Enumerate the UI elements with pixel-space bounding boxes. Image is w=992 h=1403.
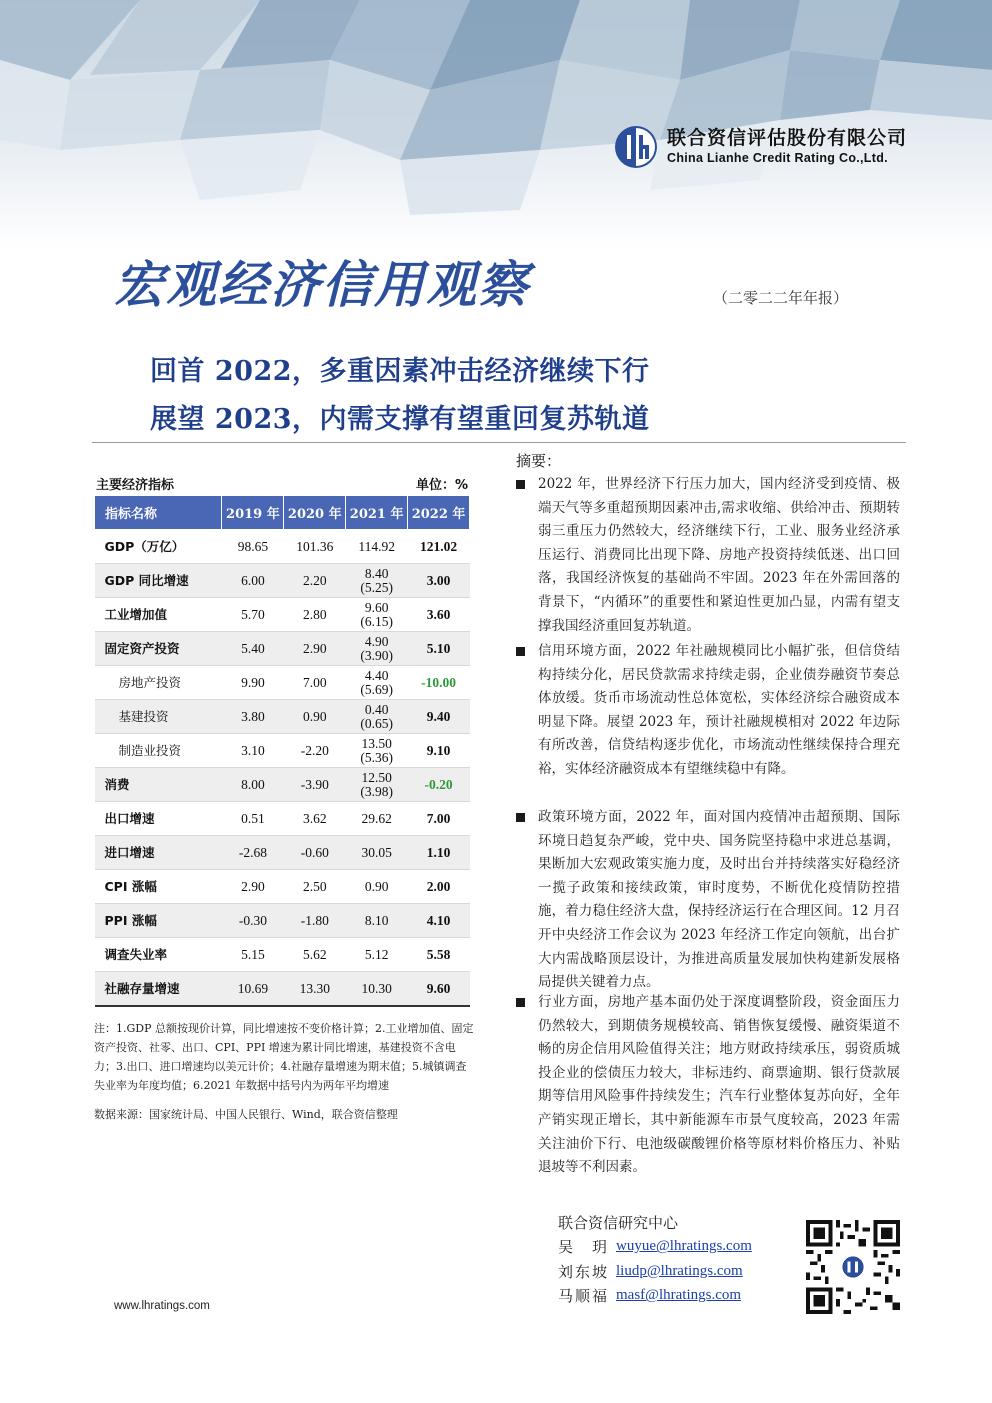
cell-2020: 2.80 <box>284 598 346 632</box>
cell-2021-two-year-avg: (6.15) <box>360 613 393 629</box>
cell-2022: 3.00 <box>408 564 470 598</box>
row-name: PPI 涨幅 <box>95 904 222 938</box>
table-row <box>95 802 470 836</box>
company-name-en: China Lianhe Credit Rating Co.,Ltd. <box>667 151 888 165</box>
contact-person <box>558 1235 752 1260</box>
report-title: 宏观经济信用观察 <box>114 256 530 314</box>
cell-2021-two-year-avg: (5.25) <box>360 579 393 595</box>
table-notes: 注：1.GDP 总额按现价计算，同比增速按不变价格计算；2.工业增加值、固定资产投资、社零、出口、CPI、PPI 增速为累计同比增速，基建投资不含电力；3.出口、进口增速均以美元计价；4.社融存量增速为期末值；5.城镇调查失业率为年度均值；6.2021 年数据中括号内为两年平均增速 <box>94 1022 474 1092</box>
table-row <box>95 666 470 700</box>
row-name: 工业增加值 <box>95 598 222 632</box>
contact-block <box>558 1210 752 1308</box>
cell-2021-value: 9.60 <box>364 599 389 615</box>
cell-2021-value: 8.40 <box>364 565 389 581</box>
abstract-item-text: 政策环境方面，2022 年，面对国内疫情冲击超预期、国际环境日趋复杂严峻，党中央、国务院坚持稳中求进总基调，果断加大宏观政策实施力度，及时出台并持续落实好稳经济一揽子政策和接续政策，审时度势，不断优化疫情防控措施，着力稳住经济大盘，保持经济运行在合理区间。12 月召开中央经济工作会议为 2023 年经济工作定向领航，出台扩大内需战略顶层设计，为推进高质量发展加快构建新发展格局提供关键着力点。 <box>538 809 900 991</box>
contact-person <box>558 1259 752 1284</box>
cell-2021-value: 4.90 <box>364 633 389 649</box>
lh-logo-icon <box>613 124 659 170</box>
cell-2022: 9.40 <box>408 700 470 734</box>
col-header-2019: 2019 年 <box>222 496 284 530</box>
cell-2019: 9.90 <box>222 666 284 700</box>
company-name-cn: 联合资信评估股份有限公司 <box>667 127 908 149</box>
table-row <box>95 938 470 972</box>
table-row <box>95 564 470 598</box>
table-row <box>95 836 470 870</box>
cell-2021-two-year-avg: (0.65) <box>360 715 393 731</box>
contact-person <box>558 1284 752 1309</box>
row-name: GDP（万亿） <box>95 530 222 564</box>
cell-2021 <box>346 666 408 700</box>
cell-2022: 5.10 <box>408 632 470 666</box>
website-link[interactable]: www.lhratings.com <box>114 1300 210 1312</box>
table-row <box>95 700 470 734</box>
cell-2021: 29.62 <box>346 802 408 836</box>
cell-2021: 30.05 <box>346 836 408 870</box>
table-unit: 单位：% <box>415 478 468 493</box>
row-name: 基建投资 <box>95 700 222 734</box>
cell-2019: -0.30 <box>222 904 284 938</box>
row-name: 进口增速 <box>95 836 222 870</box>
cell-2021 <box>346 598 408 632</box>
abstract-item-text: 信用环境方面，2022 年社融规模同比小幅扩张，但信贷结构持续分化，居民贷款需求持续走弱，企业债券融资节奏总体放缓。货币市场流动性总体宽松，实体经济综合融资成本明显下降。展望 2023 年，预计社融规模相对 2022 年边际有所改善，信贷结构逐步优化，市场流动性继续保持合理充裕，实体经济融资成本有望继续稳中有降。 <box>538 643 900 777</box>
company-logo <box>613 124 907 170</box>
cell-2022: 5.58 <box>408 938 470 972</box>
square-bullet-icon <box>516 813 525 822</box>
row-name: GDP 同比增速 <box>95 564 222 598</box>
table-title: 主要经济指标 <box>96 478 175 493</box>
table-row <box>95 768 470 802</box>
cell-2020: 0.90 <box>284 700 346 734</box>
abstract-item <box>514 806 900 995</box>
cell-2021-value: 114.92 <box>358 538 395 554</box>
cell-2021-value: 13.50 <box>361 735 392 751</box>
cell-2020: 2.20 <box>284 564 346 598</box>
cell-2021: 8.10 <box>346 904 408 938</box>
cell-2022: 1.10 <box>408 836 470 870</box>
cell-2021: 10.30 <box>346 972 408 1007</box>
abstract-item <box>514 640 900 782</box>
cell-2021 <box>346 564 408 598</box>
cell-2022: 7.00 <box>408 802 470 836</box>
row-name: 出口增速 <box>95 802 222 836</box>
abstract-item-text: 2022 年，世界经济下行压力加大，国内经济受到疫情、极端天气等多重超预期因素冲击,需求收缩、供给冲击、预期转弱三重压力仍然较大，经济继续下行，工业、服务业经济承压运行、消费同比出现下降、房地产投资持续低迷、出口回落，我国经济恢复的基础尚不牢固。2023 年在外需回落的背景下，“内循环”的重要性和紧迫性更加凸显，内需有望支撑我国经济重回复苏轨道。 <box>538 476 900 634</box>
cell-2021-value: 0.40 <box>364 701 389 717</box>
cell-2021-two-year-avg: (5.36) <box>360 749 393 765</box>
qr-code-icon <box>806 1220 900 1314</box>
row-name: 制造业投资 <box>95 734 222 768</box>
cell-2021-two-year-avg: (3.98) <box>360 783 393 799</box>
cell-2020: 5.62 <box>284 938 346 972</box>
cell-2020: 3.62 <box>284 802 346 836</box>
square-bullet-icon <box>516 998 525 1007</box>
cell-2021 <box>346 530 408 564</box>
cell-2020: 2.90 <box>284 632 346 666</box>
contact-email-link[interactable]: masf@lhratings.com <box>616 1287 742 1304</box>
cell-2020: -0.60 <box>284 836 346 870</box>
abstract-item <box>514 473 900 638</box>
cell-2021 <box>346 734 408 768</box>
abstract-item-text: 行业方面，房地产基本面仍处于深度调整阶段，资金面压力仍然较大，到期债务规模较高、销售恢复缓慢、融资渠道不畅的房企信用风险值得关注；地方财政持续承压，弱资质城投企业的偿债压力较大，非标违约、商票逾期、银行贷款展期等信用风险事件持续发生；汽车行业整体复苏向好，全年产销实现正增长，其中新能源车市景气度较高，2023 年需关注油价下行、电池级碳酸锂价格等原材料价格压力、补贴退坡等不利因素。 <box>538 994 900 1176</box>
col-header-2022: 2022 年 <box>408 496 470 530</box>
cell-2020: 101.36 <box>284 530 346 564</box>
research-center: 联合资信研究中心 <box>558 1213 679 1232</box>
square-bullet-icon <box>516 647 525 656</box>
cell-2019: 98.65 <box>222 530 284 564</box>
table-row <box>95 598 470 632</box>
cell-2019: 3.10 <box>222 734 284 768</box>
table-row <box>95 632 470 666</box>
contact-name: 马顺福 <box>558 1287 610 1306</box>
col-header-2020: 2020 年 <box>284 496 346 530</box>
cell-2022: 9.60 <box>408 972 470 1007</box>
table-row <box>95 870 470 904</box>
row-name: 调查失业率 <box>95 938 222 972</box>
cell-2022: 2.00 <box>408 870 470 904</box>
row-name: CPI 涨幅 <box>95 870 222 904</box>
cell-2019: 5.15 <box>222 938 284 972</box>
row-name: 消费 <box>95 768 222 802</box>
cell-2019: 8.00 <box>222 768 284 802</box>
data-source: 数据来源：国家统计局、中国人民银行、Wind，联合资信整理 <box>94 1108 398 1121</box>
contact-name: 吴 玥 <box>558 1238 610 1257</box>
cell-2021: 5.12 <box>346 938 408 972</box>
square-bullet-icon <box>516 480 525 489</box>
contact-name: 刘东坡 <box>558 1262 610 1281</box>
cell-2021 <box>346 700 408 734</box>
abstract-label: 摘要： <box>516 452 562 470</box>
indicators-table <box>94 495 470 1007</box>
table-row <box>95 972 470 1007</box>
cell-2022: 4.10 <box>408 904 470 938</box>
contact-email-link[interactable]: liudp@lhratings.com <box>616 1262 743 1279</box>
cell-2021-two-year-avg: (5.69) <box>360 681 393 697</box>
headline-outlook: 展望 2023，内需支撑有望重回复苏轨道 <box>150 404 650 435</box>
cell-2021-value: 4.40 <box>364 667 389 683</box>
cell-2022: -10.00 <box>408 666 470 700</box>
abstract-item <box>514 991 900 1180</box>
cell-2022: 3.60 <box>408 598 470 632</box>
row-name: 房地产投资 <box>95 666 222 700</box>
col-header-2021: 2021 年 <box>346 496 408 530</box>
cell-2019: 10.69 <box>222 972 284 1007</box>
cell-2022: 121.02 <box>408 530 470 564</box>
headline-review: 回首 2022，多重因素冲击经济继续下行 <box>150 356 650 387</box>
cell-2022: 9.10 <box>408 734 470 768</box>
table-header-row <box>95 496 470 530</box>
col-header-name: 指标名称 <box>95 496 222 530</box>
cell-2020: -2.20 <box>284 734 346 768</box>
cell-2021: 0.90 <box>346 870 408 904</box>
cell-2020: 2.50 <box>284 870 346 904</box>
cell-2020: 7.00 <box>284 666 346 700</box>
title-divider <box>92 442 906 443</box>
cell-2021 <box>346 768 408 802</box>
contact-email-link[interactable]: wuyue@lhratings.com <box>616 1238 752 1255</box>
cell-2022: -0.20 <box>408 768 470 802</box>
row-name: 固定资产投资 <box>95 632 222 666</box>
cell-2021-value: 12.50 <box>361 769 392 785</box>
cell-2019: 6.00 <box>222 564 284 598</box>
cell-2019: 0.51 <box>222 802 284 836</box>
cell-2020: -3.90 <box>284 768 346 802</box>
report-edition: （二零二二年年报） <box>713 289 849 307</box>
cell-2020: -1.80 <box>284 904 346 938</box>
cell-2019: 5.40 <box>222 632 284 666</box>
table-row <box>95 904 470 938</box>
cell-2019: 5.70 <box>222 598 284 632</box>
table-caption <box>96 474 468 493</box>
cell-2021-two-year-avg: (3.90) <box>360 647 393 663</box>
table-row <box>95 530 470 564</box>
table-row <box>95 734 470 768</box>
cell-2021 <box>346 632 408 666</box>
cell-2019: -2.68 <box>222 836 284 870</box>
cell-2019: 2.90 <box>222 870 284 904</box>
cell-2019: 3.80 <box>222 700 284 734</box>
row-name: 社融存量增速 <box>95 972 222 1007</box>
cell-2020: 13.30 <box>284 972 346 1007</box>
